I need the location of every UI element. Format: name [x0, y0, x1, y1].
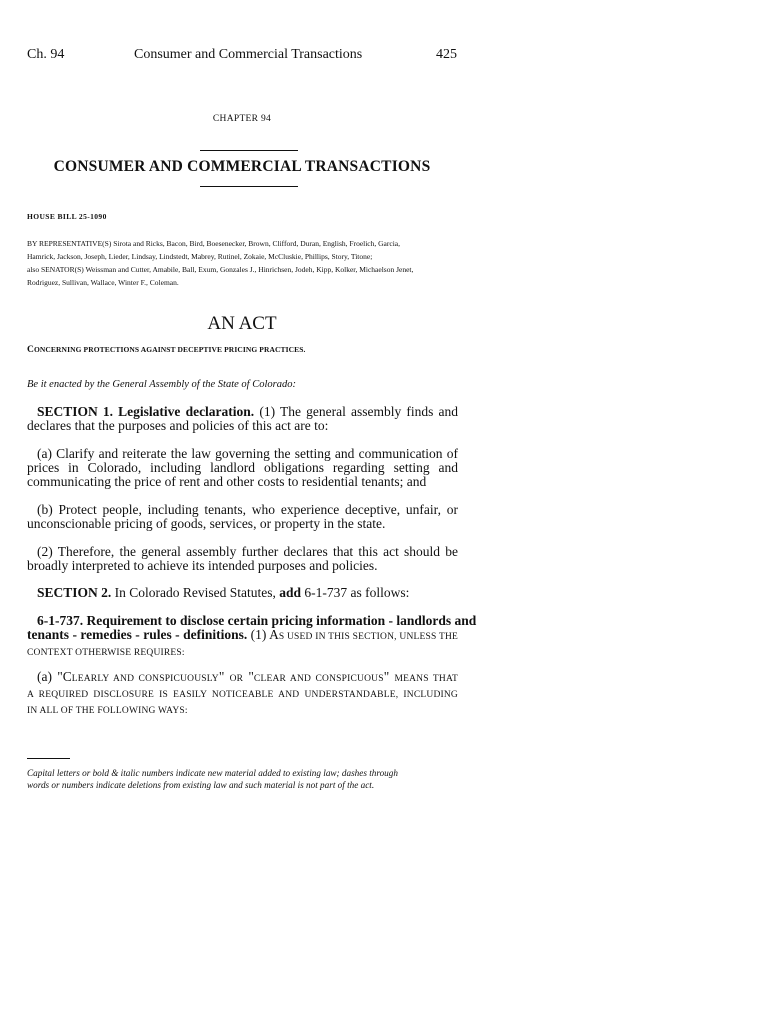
paragraph-line: (b) Protect people, including tenants, who experience deceptive, unfair, or: [37, 502, 458, 517]
paragraph-line: broadly interpreted to achieve its intended purposes and policies.: [27, 558, 378, 573]
paragraph-line: [27, 405, 458, 419]
paragraph-line: [27, 702, 458, 718]
footnote: [27, 767, 467, 791]
paragraph-text: ": [383, 669, 395, 684]
paragraph-line: unconscionable pricing of goods, services, or property in the state.: [27, 516, 386, 531]
paragraph-text: (1) The general assembly finds and: [254, 404, 458, 419]
new-material-text: CLEAR AND CONSPICUOUS: [253, 674, 384, 684]
statute-heading-cont: tenants - remedies - rules - definitions.: [27, 627, 248, 642]
sponsors-list: [27, 237, 467, 289]
page-number: 425: [436, 47, 457, 62]
footnote-line: words or numbers indicate deletions from existing law and such material is not part of the act.: [27, 780, 375, 790]
new-material-text: A REQUIRED DISCLOSURE IS EASILY NOTICEABLE AND UNDERSTANDABLE, INCLUDING: [27, 690, 458, 700]
definition-a-paragraph: [27, 670, 458, 718]
new-material-text: IN ALL OF THE FOLLOWING WAYS:: [27, 706, 188, 716]
new-material-text: LEARLY AND CONSPICUOUSLY: [71, 674, 219, 684]
paragraph-line: [27, 686, 458, 702]
running-header-title: Consumer and Commercial Transactions: [134, 47, 363, 62]
paragraph-line: [27, 670, 458, 686]
paragraph-text: ": [218, 669, 230, 684]
paragraph-line: declares that the purposes and policies of this act are to:: [27, 418, 329, 433]
paragraph-line: [27, 628, 458, 644]
paragraph-line: (a) Clarify and reiterate the law governing the setting and communication of: [37, 446, 458, 461]
paragraph-line: [27, 613, 477, 628]
new-material-text: OR: [229, 674, 244, 684]
statute-heading-paragraph: [27, 613, 477, 660]
running-header-chapter: Ch. 94: [27, 47, 65, 62]
sponsors-line: Rodriguez, Sullivan, Wallace, Winter F., Coleman.: [27, 278, 179, 287]
new-material-text: S USED IN THIS SECTION, UNLESS THE: [278, 632, 459, 642]
paragraph-line: communicating the price of rent and other costs to residential tenants; and: [27, 474, 427, 489]
paragraph-line: [27, 644, 458, 660]
paragraph-line: (2) Therefore, the general assembly further declares that this act should be: [37, 544, 458, 559]
paragraph-line: prices in Colorado, including landlord obligations regarding setting and: [27, 460, 458, 475]
section-1-paragraph: [27, 405, 458, 433]
title-rule-top: [200, 150, 298, 151]
sponsors-line: BY REPRESENTATIVE(S) Sirota and Ricks, Bacon, Bird, Boesenecker, Brown, Clifford, Duran, English, Froelich, Garcia,: [27, 239, 400, 248]
concerning-clause: [27, 345, 306, 355]
footnote-line: Capital letters or bold & italic numbers indicate new material added to existing law; dashes through: [27, 768, 398, 778]
section-heading: SECTION 1. Legislative declaration.: [37, 404, 255, 419]
title-rule-bottom: [200, 186, 298, 187]
paragraph-text: A: [269, 627, 279, 642]
act-title: AN ACT: [207, 313, 277, 334]
chapter-label: CHAPTER 94: [212, 114, 272, 124]
sponsors-line: Hamrick, Jackson, Joseph, Lieder, Lindsay, Lindstedt, Mabrey, Rutinel, Zokaie, McCluskie, Phillips, Story, Titone;: [27, 252, 373, 261]
paragraph-text: In Colorado Revised Statutes,: [111, 585, 280, 600]
bill-number: HOUSE BILL 25-1090: [27, 212, 107, 221]
new-material-text: MEANS THAT: [394, 674, 459, 684]
chapter-title: CONSUMER AND COMMERCIAL TRANSACTIONS: [53, 158, 431, 175]
paragraph-text: 6-1-737 as follows:: [301, 585, 410, 600]
subparagraph-b: [27, 503, 458, 531]
statute-heading: 6-1-737. Requirement to disclose certain pricing information - landlords and: [37, 613, 477, 628]
paragraph-text: ": [243, 669, 254, 684]
section-2-paragraph: [27, 586, 458, 600]
sponsors-line: also SENATOR(S) Weissman and Cutter, Amabile, Ball, Exum, Gonzales J., Hinrichsen, Jodeh, Kipp, Kolker, Michaelson Jenet,: [27, 265, 414, 274]
enacting-clause: Be it enacted by the General Assembly of the State of Colorado:: [27, 379, 296, 390]
subsection-2: [27, 545, 458, 573]
new-material-text: CONTEXT OTHERWISE REQUIRES:: [27, 648, 185, 658]
concerning-text: ONCERNING PROTECTIONS AGAINST DECEPTIVE PRICING PRACTICES.: [33, 345, 306, 354]
section-heading: SECTION 2.: [37, 585, 112, 600]
subparagraph-a: [27, 447, 458, 489]
concerning-initial: C: [27, 345, 34, 355]
add-keyword: add: [279, 585, 302, 600]
paragraph-line: [27, 586, 458, 600]
paragraph-text: (1): [247, 627, 270, 642]
paragraph-text: (a) "C: [37, 669, 72, 684]
footnote-rule: [27, 758, 70, 759]
